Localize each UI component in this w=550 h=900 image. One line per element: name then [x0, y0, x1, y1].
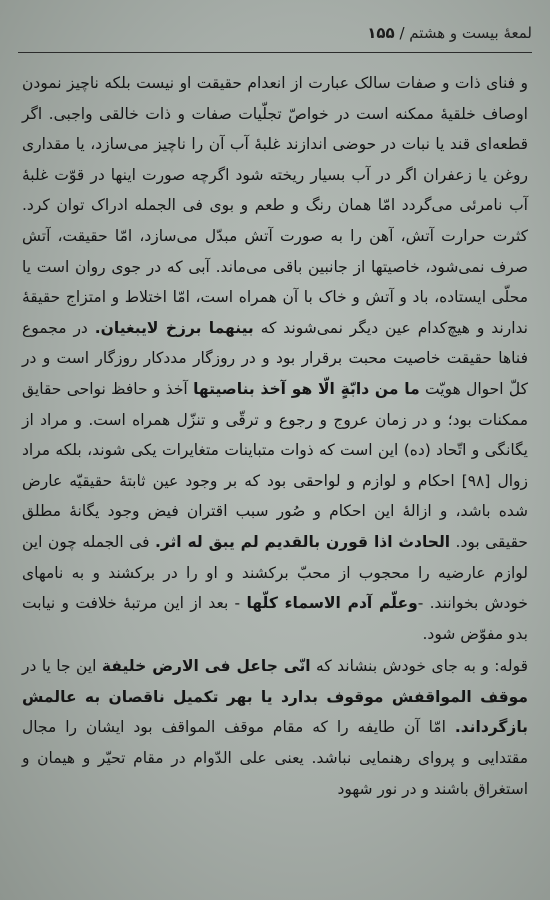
paragraph-1 [22, 68, 528, 649]
running-head [367, 24, 532, 42]
paragraph-1-bold-2: ما من دابّةٍ الّا هو آخذ بناصیتها [193, 379, 420, 398]
paragraph-1-text-3: آخذ و حافظ نواحی حقایق ممکنات بود؛ و در زمان عروج و رجوع و ترقّی و تنزّل همراه است. و مراد از یگانگی و اتّحاد (ده) این است که ذوات متباینات متغایرات یکی شوند، بلکه مراد زوال [۹۸] احکام و لوازم و لواحقی بود که بر وجود عین ثابتهٔ حقیقیّه عارض شده باشد، و ازالهٔ این احکام و صُور سبب اقتران فیض وجود یگانهٔ مطلق حقیقی بود. [22, 379, 528, 551]
paragraph-2-text-2: امّا آن طایفه را که مقام موقف المواقف بود ایشان را مجال مقتدایی و پروای رهنمایی نباشد. یعنی علی الدّوام در مقام تحیّر و هیمان و استغراق باشند و در نور شهود [22, 718, 528, 798]
paragraph-2-bold-2: موقف المواقفش موقوف بدارد یا بهر تکمیل ناقصان به عالمش بازگرداند. [22, 687, 528, 737]
paragraph-1-text-5: - بعد از این مرتبهٔ خلافت و نیابت بدو مفوّض شود. [22, 594, 528, 643]
paragraph-2-bold-1: انّی جاعل فی الارض خلیفة [101, 657, 311, 676]
page-number: ۱۵۵ [367, 24, 395, 42]
running-title: لمعهٔ بیست و هشتم / [399, 24, 532, 42]
paragraph-2-lead: قوله: و به جای خودش بنشاند که [316, 657, 528, 676]
page-header [18, 18, 532, 53]
paragraph-1-text: و فنای ذات و صفات سالک عبارت از انعدام حقیقت او نیست بلکه ناچیز نمودن اوصاف خلقیهٔ ممکنه است در خواصّ تجلّیات صفات و ذات خالقی واجبی. اگر قطعه‌ای قند یا نبات در حوضی اندازند غلبهٔ آب آن را ناچیز می‌سازد، یا مقداری روغن یا زعفران اگر در آب بسیار ریخته شود اگرچه صورت اینها در قوّت غلبهٔ آب نامرئی می‌گردد امّا همان رنگ و طعم و بوی فی الجمله ادراک توان کرد. کثرت حرارت آتش، آهن را به صورت آتش مبدّل می‌سازد، امّا حقیقت، آتش صرف نمی‌شود، خاصیتها از جانبین باقی می‌ماند. آبی که در جوی روان است یا محلّی ایستاده، باد و آتش و خاک با آن همراه است، امّا اختلاط و امتزاج حقیقهٔ ندارند و هیچ‌کدام عین دیگر نمی‌شوند که [22, 74, 528, 337]
paragraph-2 [22, 651, 528, 804]
paragraph-1-text-4: فی الجمله چون این لوازم عارضیه را محجوب از محبّ برکشند و او را در برکشند و به نامهای خودش بخوانند. - [22, 532, 529, 613]
paragraph-1-bold-4: وعلّم آدم الاسماء کلّها [246, 594, 418, 613]
paragraph-1-bold-3: الحادث اذا قورن بالقدیم لم یبق له اثر. [154, 532, 451, 551]
paragraph-2-text-1: این جا یا در [22, 657, 97, 676]
paragraph-1-bold-1: بینهما برزخ لایبغیان. [94, 318, 254, 337]
paragraph-1-text-2: در مجموع فنا‌ها حقیقت خاصیت محبت برقرار بود و در روزگار مددکار روزگار است و در کلّ احوال هویّت [22, 318, 528, 398]
page-body [22, 68, 528, 804]
